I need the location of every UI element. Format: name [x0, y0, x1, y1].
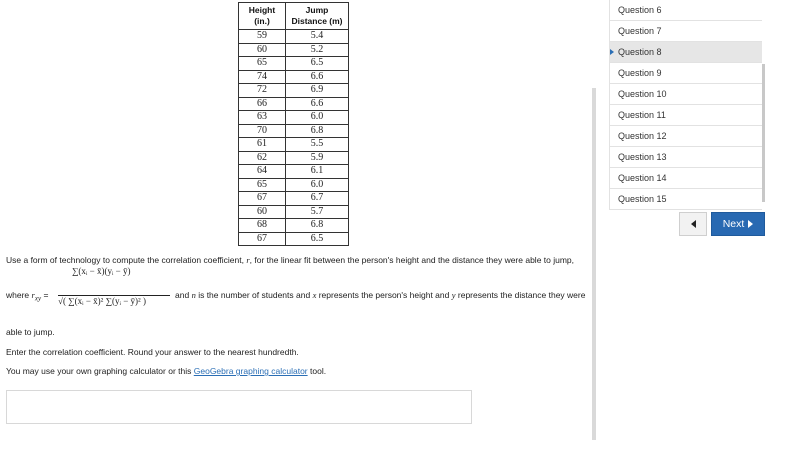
- jump-distance-cell: 6.1: [286, 165, 349, 179]
- height-cell: 60: [239, 43, 286, 57]
- table-header-row: [239, 3, 349, 30]
- height-cell: 67: [239, 232, 286, 246]
- sidebar-item-question-9[interactable]: Question 9: [609, 63, 762, 84]
- table-row: [239, 43, 349, 57]
- jump-distance-cell: 6.0: [286, 178, 349, 192]
- geogebra-calculator-link[interactable]: GeoGebra graphing calculator: [193, 366, 308, 376]
- table-row: [239, 57, 349, 71]
- jump-distance-cell: 5.7: [286, 205, 349, 219]
- sidebar-item-question-15[interactable]: Question 15: [609, 189, 762, 210]
- table-row: [239, 124, 349, 138]
- sidebar-item-question-13[interactable]: Question 13: [609, 147, 762, 168]
- height-cell: 70: [239, 124, 286, 138]
- formula-numerator: ∑(xᵢ − x̄)(yᵢ − ȳ): [72, 266, 131, 276]
- intro-text-a: Use a form of technology to compute the correlation coefficient,: [6, 255, 244, 265]
- table-body: [239, 30, 349, 246]
- table-row: [239, 219, 349, 233]
- height-cell: 61: [239, 138, 286, 152]
- table-row: [239, 70, 349, 84]
- height-cell: 59: [239, 30, 286, 44]
- jump-distance-cell: 6.8: [286, 219, 349, 233]
- desc-text-a: and: [175, 290, 190, 300]
- calculator-note: [6, 366, 326, 377]
- table-row: [239, 111, 349, 125]
- jump-distance-cell: 6.5: [286, 232, 349, 246]
- jump-distance-cell: 6.6: [286, 70, 349, 84]
- height-cell: 66: [239, 97, 286, 111]
- math-var-y: y: [451, 290, 456, 300]
- height-cell: 63: [239, 111, 286, 125]
- table-row: [239, 151, 349, 165]
- where-label: where: [6, 290, 30, 300]
- jump-distance-cell: 6.7: [286, 192, 349, 206]
- jump-distance-cell: 6.5: [286, 57, 349, 71]
- jump-distance-cell: 6.6: [286, 97, 349, 111]
- table-row: [239, 178, 349, 192]
- column-header-jump-distance: Jump Distance (m): [286, 3, 349, 30]
- table-row: [239, 165, 349, 179]
- jump-distance-cell: 6.9: [286, 84, 349, 98]
- sidebar-item-question-10[interactable]: Question 10: [609, 84, 762, 105]
- height-cell: 72: [239, 84, 286, 98]
- table-row: [239, 138, 349, 152]
- next-button[interactable]: [711, 212, 765, 236]
- table-row: [239, 205, 349, 219]
- height-cell: 65: [239, 57, 286, 71]
- calc-text-pre: You may use your own graphing calculator or this: [6, 366, 192, 376]
- math-var-r: r: [246, 255, 250, 265]
- answer-input[interactable]: [6, 390, 472, 424]
- jump-distance-cell: 5.2: [286, 43, 349, 57]
- jump-distance-cell: 5.5: [286, 138, 349, 152]
- instruction-text: Enter the correlation coefficient. Round your answer to the nearest hundredth.: [6, 347, 299, 357]
- sidebar-item-question-8[interactable]: Question 8: [609, 42, 762, 63]
- table-row: [239, 97, 349, 111]
- variable-description: [175, 290, 585, 301]
- sidebar-item-question-11[interactable]: Question 11: [609, 105, 762, 126]
- jump-distance-cell: 6.0: [286, 111, 349, 125]
- desc-text-d: represents the distance they were: [457, 290, 586, 300]
- continuation-text: able to jump.: [6, 327, 55, 337]
- calc-text-post: tool.: [310, 366, 327, 376]
- column-header-height: Height (in.): [239, 3, 286, 30]
- triangle-right-icon: [748, 220, 753, 228]
- jump-distance-cell: 5.9: [286, 151, 349, 165]
- sidebar-scrollbar[interactable]: [762, 64, 765, 202]
- sidebar-item-question-12[interactable]: Question 12: [609, 126, 762, 147]
- desc-text-b: is the number of students and: [198, 290, 311, 300]
- formula-lhs-subscript: xy: [34, 294, 42, 303]
- previous-button[interactable]: [679, 212, 707, 236]
- sidebar-item-question-7[interactable]: Question 7: [609, 21, 762, 42]
- correlation-formula: [58, 266, 173, 328]
- sidebar-item-question-6[interactable]: Question 6: [609, 0, 762, 21]
- triangle-left-icon: [691, 220, 696, 228]
- where-label-line: [6, 290, 48, 305]
- formula-lhs: r: [31, 290, 35, 300]
- formula-denominator: √( ∑(xᵢ − x̄)² ∑(yᵢ − ȳ)² ): [58, 296, 146, 306]
- height-cell: 65: [239, 178, 286, 192]
- height-cell: 68: [239, 219, 286, 233]
- data-table: [238, 2, 349, 246]
- intro-text-b: , for the linear fit between the person's height and the distance they were able to jump,: [249, 255, 575, 265]
- height-cell: 64: [239, 165, 286, 179]
- table-row: [239, 232, 349, 246]
- table-row: [239, 84, 349, 98]
- desc-text-c: represents the person's height and: [318, 290, 450, 300]
- content-scrollbar[interactable]: [592, 88, 596, 440]
- sidebar-item-question-14[interactable]: Question 14: [609, 168, 762, 189]
- next-button-label: Next: [722, 218, 745, 230]
- table-row: [239, 30, 349, 44]
- formula-equals: =: [43, 290, 49, 300]
- height-cell: 62: [239, 151, 286, 165]
- jump-distance-cell: 6.8: [286, 124, 349, 138]
- question-intro: [6, 255, 574, 266]
- math-var-x: x: [312, 290, 317, 300]
- height-cell: 74: [239, 70, 286, 84]
- height-cell: 60: [239, 205, 286, 219]
- height-cell: 67: [239, 192, 286, 206]
- question-navigation-list: [609, 0, 762, 210]
- jump-distance-cell: 5.4: [286, 30, 349, 44]
- math-var-n: n: [191, 290, 196, 300]
- table-row: [239, 192, 349, 206]
